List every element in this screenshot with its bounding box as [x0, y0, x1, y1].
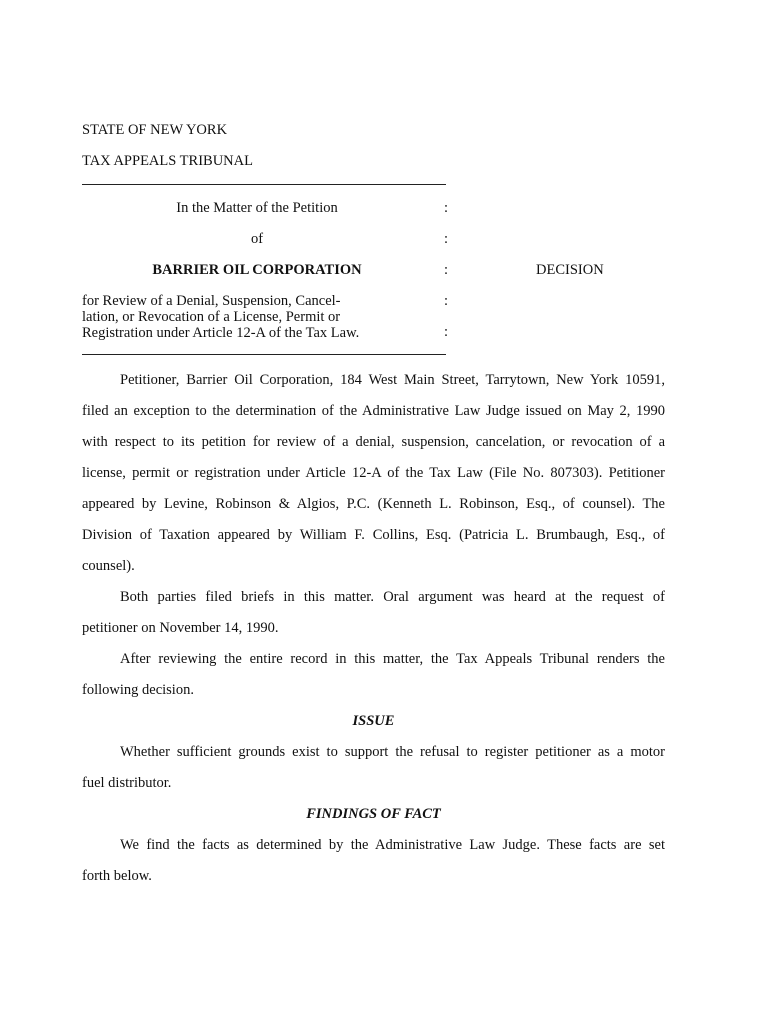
paragraph-line: following decision. — [82, 682, 194, 698]
paragraph-line: Both parties filed briefs in this matter. Oral argument was heard at the request of — [120, 589, 665, 605]
caption-colon: : — [444, 231, 449, 247]
decision-label: DECISION — [536, 262, 604, 278]
paragraph-line: fuel distributor. — [82, 775, 172, 791]
paragraph-line: counsel). — [82, 558, 135, 574]
tribunal-heading: TAX APPEALS TRIBUNAL — [82, 153, 253, 169]
paragraph-line: petitioner on November 14, 1990. — [82, 620, 279, 636]
paragraph-line: Petitioner, Barrier Oil Corporation, 184 West Main Street, Tarrytown, New York 10591, — [120, 372, 665, 388]
paragraph-line: with respect to its petition for review of a denial, suspension, cancelation, or revocation of a — [82, 434, 665, 450]
caption-top-rule — [82, 184, 446, 185]
caption-petitioner: BARRIER OIL CORPORATION — [152, 262, 362, 278]
caption-colon: : — [444, 200, 449, 216]
caption-review-text — [82, 293, 359, 341]
findings-heading: FINDINGS OF FACT — [306, 806, 441, 822]
paragraph-line: license, permit or registration under Article 12-A of the Tax Law (File No. 807303). Petitioner — [82, 465, 665, 481]
caption-review-line: lation, or Revocation of a License, Permit or — [82, 309, 341, 325]
state-heading: STATE OF NEW YORK — [82, 122, 228, 138]
issue-heading: ISSUE — [352, 713, 395, 729]
caption-colon: : — [444, 262, 449, 278]
caption-colon: : — [444, 324, 449, 340]
paragraph-line: After reviewing the entire record in this matter, the Tax Appeals Tribunal renders the — [120, 651, 665, 667]
caption-review-line: for Review of a Denial, Suspension, Cancel- — [82, 293, 341, 309]
caption-bottom-rule — [82, 354, 446, 355]
paragraph-line: Division of Taxation appeared by William F. Collins, Esq. (Patricia L. Brumbaugh, Esq., of — [82, 527, 665, 543]
paragraph-line: We find the facts as determined by the Administrative Law Judge. These facts are set — [120, 837, 665, 853]
caption-review-line: Registration under Article 12-A of the Tax Law. — [82, 325, 360, 341]
caption-matter: In the Matter of the Petition — [176, 200, 338, 216]
paragraph-line: forth below. — [82, 868, 152, 884]
paragraph-line: appeared by Levine, Robinson & Algios, P.C. (Kenneth L. Robinson, Esq., of counsel). The — [82, 496, 665, 512]
paragraph-line: Whether sufficient grounds exist to support the refusal to register petitioner as a motor — [120, 744, 665, 760]
caption-colon: : — [444, 293, 449, 309]
paragraph-line: filed an exception to the determination of the Administrative Law Judge issued on May 2, 1990 — [82, 403, 665, 419]
caption-of: of — [250, 231, 264, 247]
